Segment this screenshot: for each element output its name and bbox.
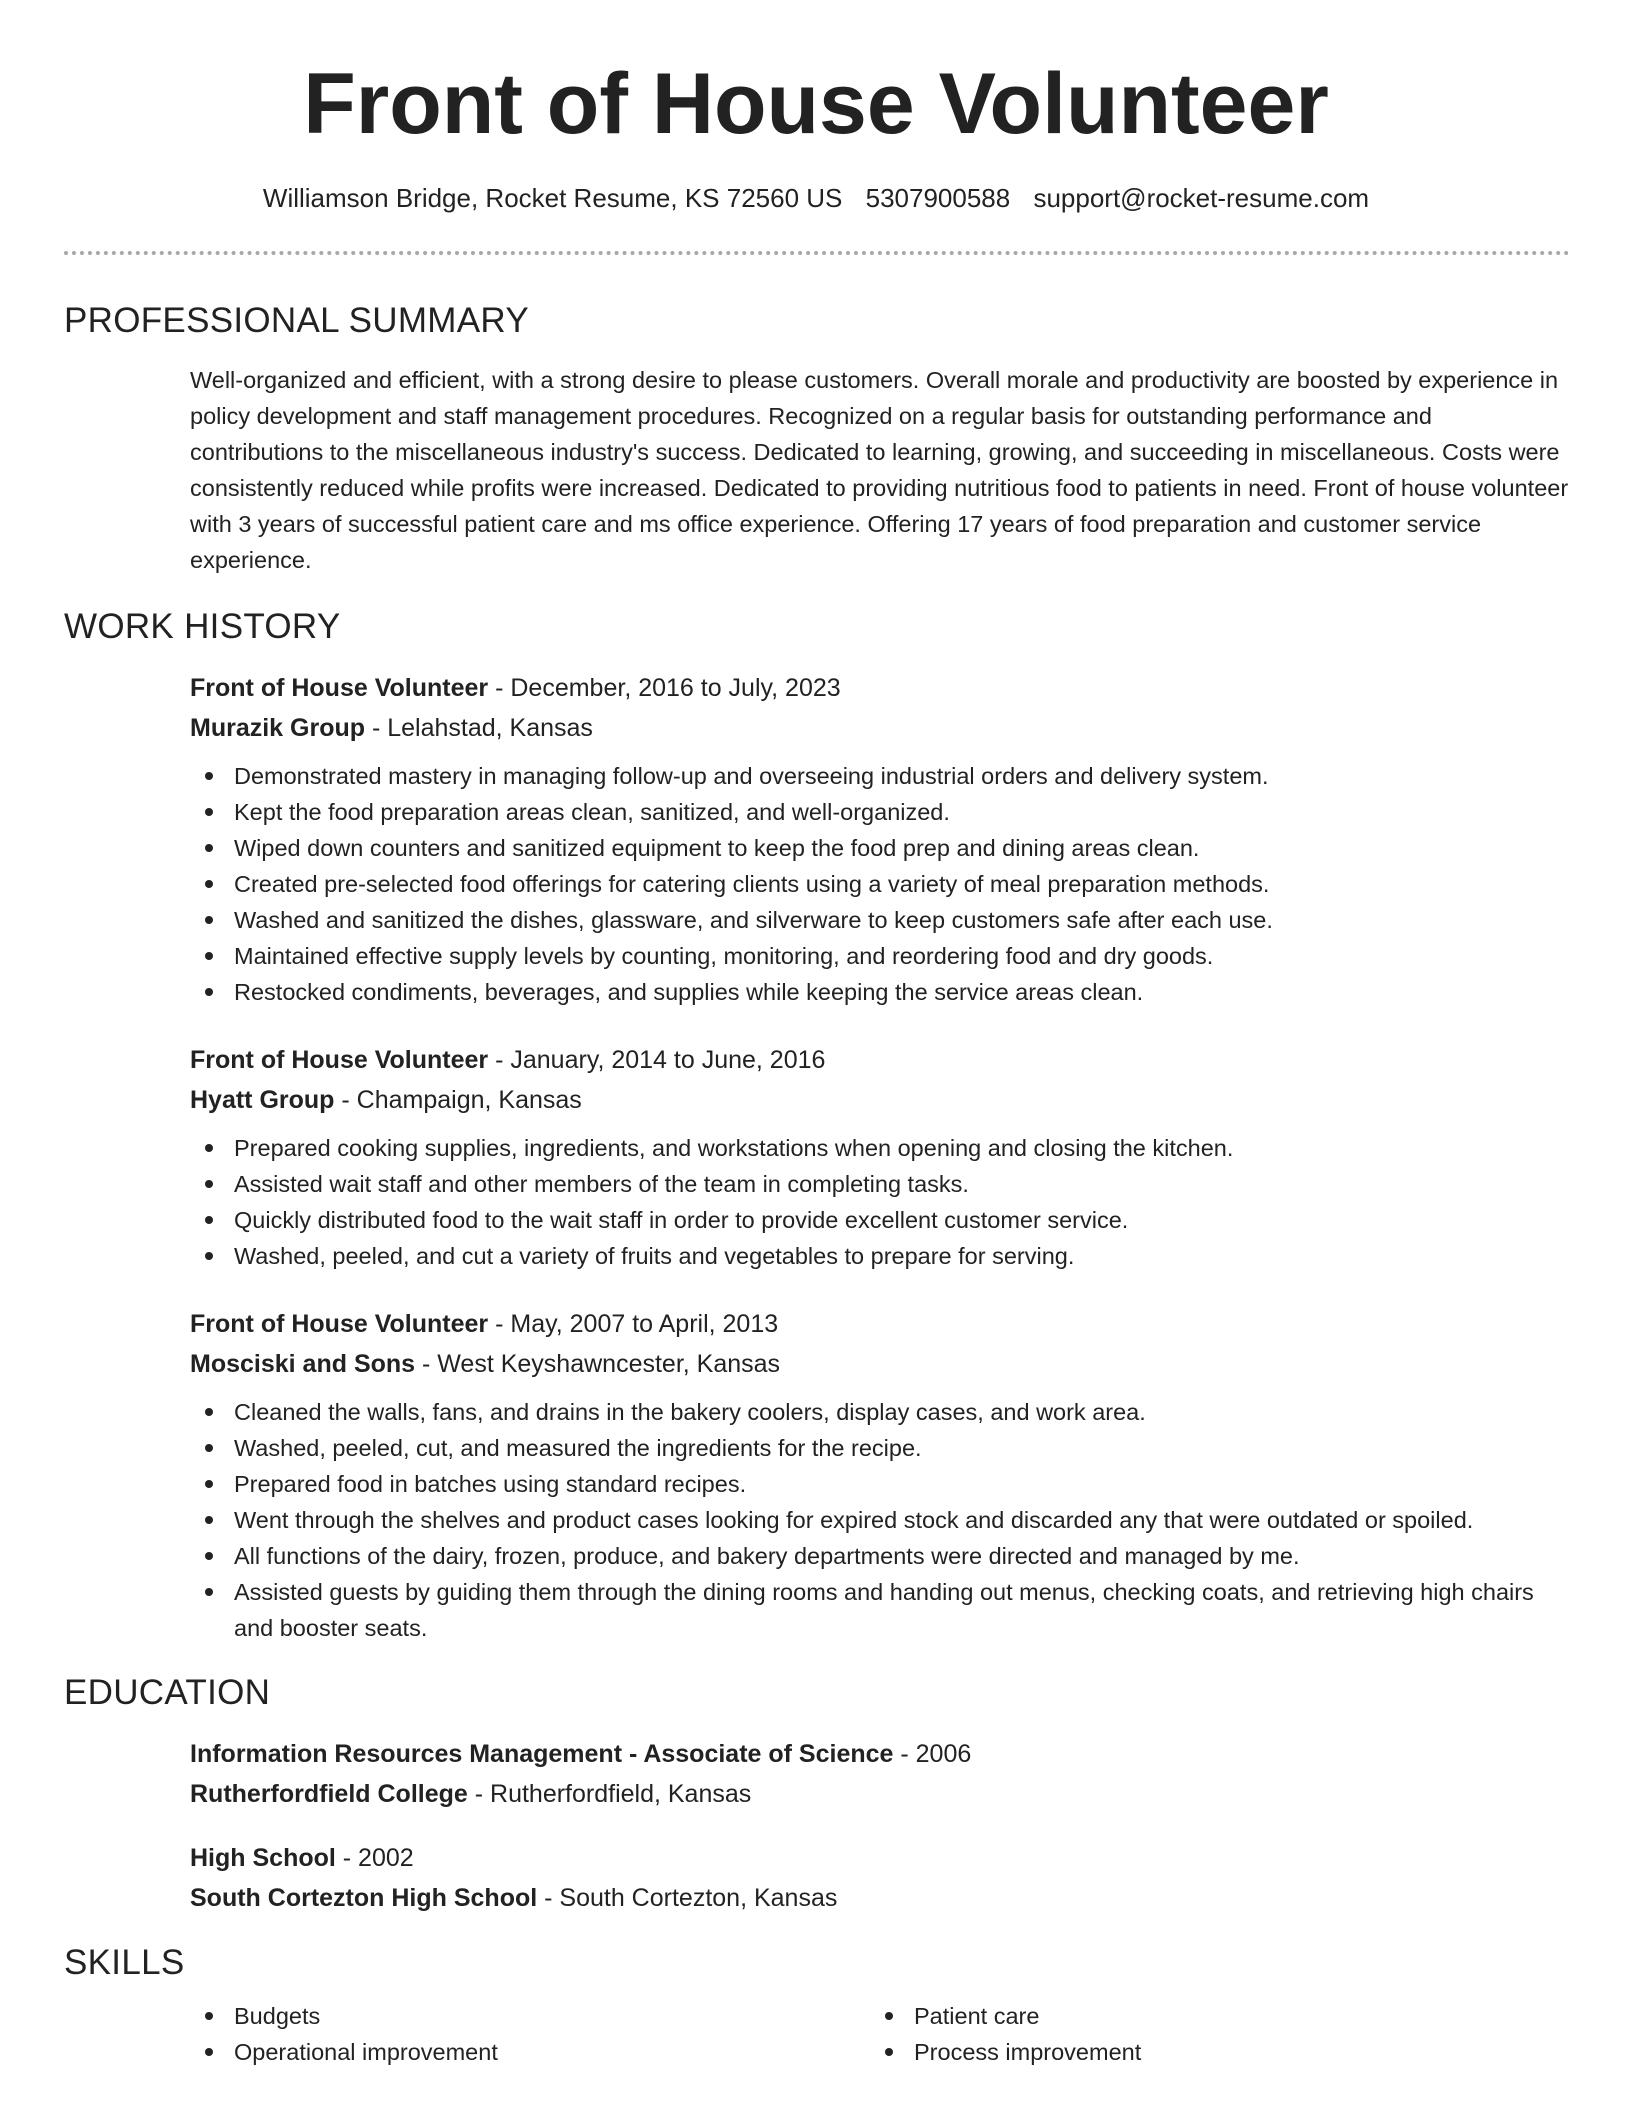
job-location: - West Keyshawncester, Kansas xyxy=(415,1350,781,1378)
header-divider xyxy=(64,251,1570,255)
skills-column-left xyxy=(190,1998,870,2070)
education-degree: Information Resources Management - Associate of Science xyxy=(190,1740,894,1768)
bullet-item: Prepared food in batches using standard recipes. xyxy=(190,1466,1570,1502)
job-entry xyxy=(190,1304,1570,1646)
job-company-line xyxy=(190,1344,1570,1384)
education-school-line xyxy=(190,1774,1570,1814)
bullet-item: Prepared cooking supplies, ingredients, and workstations when opening and closing the kitchen. xyxy=(190,1130,1570,1166)
job-location: - Lelahstad, Kansas xyxy=(365,714,593,742)
section-title-skills: SKILLS xyxy=(64,1943,185,1982)
bullet-item: Washed, peeled, cut, and measured the ingredients for the recipe. xyxy=(190,1430,1570,1466)
education-school: South Cortezton High School xyxy=(190,1884,538,1912)
education-section xyxy=(64,1668,1570,1918)
bullet-item: Quickly distributed food to the wait staff in order to provide excellent customer service. xyxy=(190,1202,1570,1238)
bullet-item: All functions of the dairy, frozen, produce, and bakery departments were directed and managed by me. xyxy=(190,1538,1570,1574)
skills-section xyxy=(64,1938,1570,2070)
section-title-education: EDUCATION xyxy=(64,1673,271,1712)
resume-content xyxy=(64,296,1570,2070)
skills-list xyxy=(190,1998,1570,2070)
job-company-line xyxy=(190,1080,1570,1120)
education-body xyxy=(190,1734,1570,1918)
education-school-line xyxy=(190,1878,1570,1918)
education-location: - Rutherfordfield, Kansas xyxy=(467,1780,752,1808)
skills-column-right xyxy=(870,1998,1550,2070)
contact-line xyxy=(0,180,1632,216)
bullet-item: Demonstrated mastery in managing follow-up and overseeing industrial orders and delivery system. xyxy=(190,758,1570,794)
skill-item: Process improvement xyxy=(870,2034,1550,2070)
summary-section xyxy=(64,296,1570,578)
bullet-item: Kept the food preparation areas clean, sanitized, and well-organized. xyxy=(190,794,1570,830)
education-entry xyxy=(190,1734,1570,1814)
bullet-item: Maintained effective supply levels by counting, monitoring, and reordering food and dry goods. xyxy=(190,938,1570,974)
job-dates: - December, 2016 to July, 2023 xyxy=(488,674,841,702)
bullet-item: Went through the shelves and product cases looking for expired stock and discarded any that were outdated or spoiled. xyxy=(190,1502,1570,1538)
contact-address: Williamson Bridge, Rocket Resume, KS 72560 US xyxy=(262,183,843,213)
job-title-line xyxy=(190,1304,1570,1344)
job-title-line xyxy=(190,1040,1570,1080)
job-location: - Champaign, Kansas xyxy=(334,1086,582,1114)
job-company: Mosciski and Sons xyxy=(190,1350,416,1378)
contact-phone: 5307900588 xyxy=(865,183,1011,213)
bullet-item: Washed and sanitized the dishes, glassware, and silverware to keep customers safe after each use. xyxy=(190,902,1570,938)
job-dates: - January, 2014 to June, 2016 xyxy=(488,1046,826,1074)
job-bullets xyxy=(190,1130,1570,1274)
bullet-item: Created pre-selected food offerings for catering clients using a variety of meal preparation methods. xyxy=(190,866,1570,902)
job-company: Murazik Group xyxy=(190,714,366,742)
job-role: Front of House Volunteer xyxy=(190,674,489,702)
contact-email: support@rocket-resume.com xyxy=(1033,183,1370,213)
bullet-item: Wiped down counters and sanitized equipment to keep the food prep and dining areas clean. xyxy=(190,830,1570,866)
job-company: Hyatt Group xyxy=(190,1086,335,1114)
skill-item: Budgets xyxy=(190,1998,870,2034)
summary-text: Well-organized and efficient, with a strong desire to please customers. Overall morale and productivity are boosted by experience in policy development and staff management procedures. Recognized on a regular basis for outstanding performance and contributions to the miscellaneous industry's success. Dedicated to learning, growing, and succeeding in miscellaneous. Costs were consistently reduced while profits were increased. Dedicated to providing nutritious food to patients in need. Front of house volunteer with 3 years of successful patient care and ms office experience. Offering 17 years of food preparation and customer service experience. xyxy=(190,367,1569,573)
section-title-work-history: WORK HISTORY xyxy=(64,607,341,646)
job-role: Front of House Volunteer xyxy=(190,1046,489,1074)
job-bullets xyxy=(190,758,1570,1010)
education-degree: High School xyxy=(190,1844,336,1872)
education-entry xyxy=(190,1838,1570,1918)
section-title-summary: PROFESSIONAL SUMMARY xyxy=(64,301,529,340)
bullet-item: Restocked condiments, beverages, and supplies while keeping the service areas clean. xyxy=(190,974,1570,1010)
bullet-item: Assisted wait staff and other members of the team in completing tasks. xyxy=(190,1166,1570,1202)
job-role: Front of House Volunteer xyxy=(190,1310,489,1338)
skill-item: Patient care xyxy=(870,1998,1550,2034)
candidate-name: Front of House Volunteer xyxy=(303,56,1329,152)
job-bullets xyxy=(190,1394,1570,1646)
education-school: Rutherfordfield College xyxy=(190,1780,468,1808)
education-location: - South Cortezton, Kansas xyxy=(537,1884,838,1912)
work-history-body xyxy=(190,668,1570,1646)
skill-item: Operational improvement xyxy=(190,2034,870,2070)
bullet-item: Assisted guests by guiding them through the dining rooms and handing out menus, checking coats, and retrieving high chairs and booster seats. xyxy=(190,1574,1570,1646)
education-year: - 2006 xyxy=(893,1740,972,1768)
job-title-line xyxy=(190,668,1570,708)
job-company-line xyxy=(190,708,1570,748)
bullet-item: Washed, peeled, and cut a variety of fruits and vegetables to prepare for serving. xyxy=(190,1238,1570,1274)
bullet-item: Cleaned the walls, fans, and drains in the bakery coolers, display cases, and work area. xyxy=(190,1394,1570,1430)
education-year: - 2002 xyxy=(335,1844,414,1872)
job-entry xyxy=(190,668,1570,1010)
education-degree-line xyxy=(190,1734,1570,1774)
education-degree-line xyxy=(190,1838,1570,1878)
job-dates: - May, 2007 to April, 2013 xyxy=(488,1310,779,1338)
work-history-section xyxy=(64,602,1570,1646)
job-entry xyxy=(190,1040,1570,1274)
